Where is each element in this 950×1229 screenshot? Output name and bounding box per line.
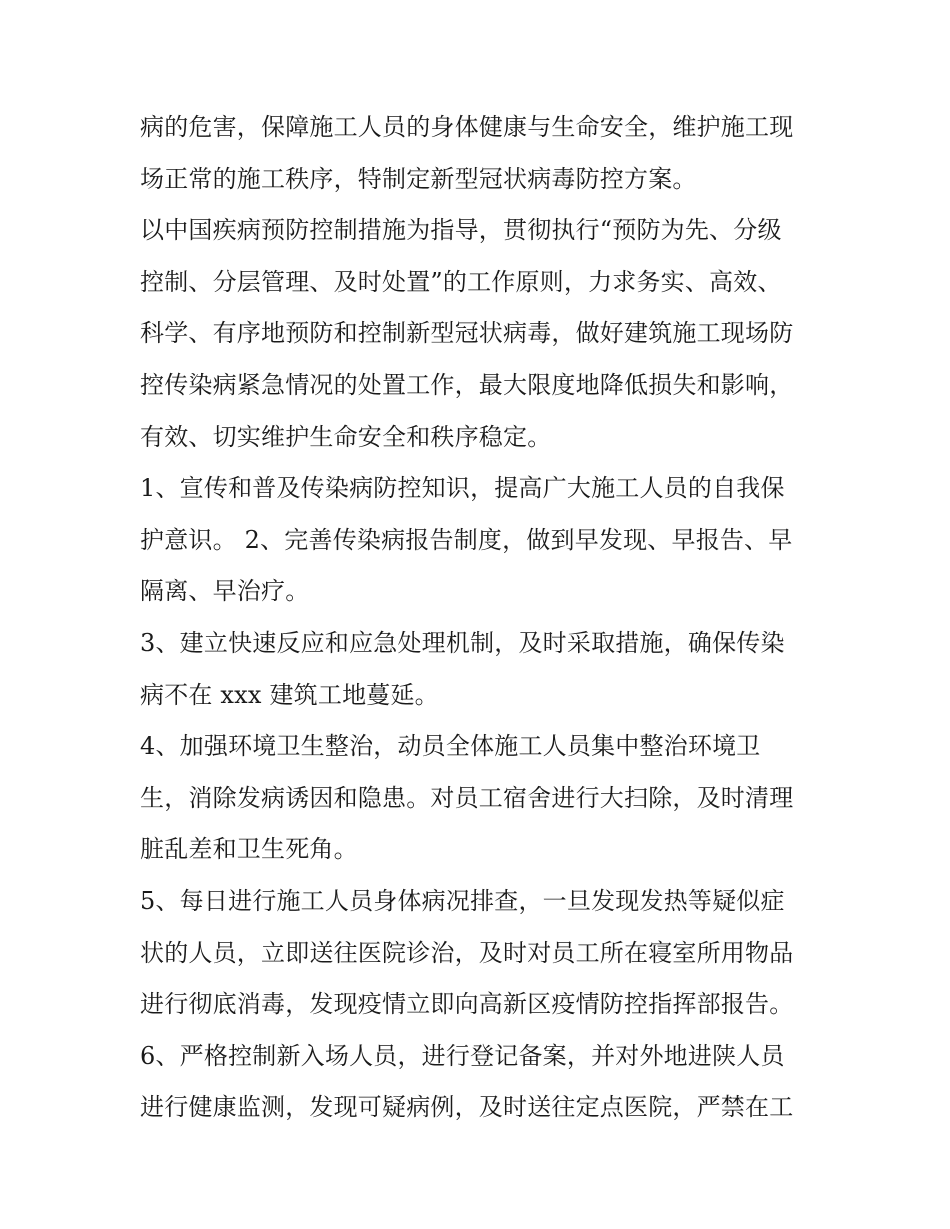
text-line: 有效、切实维护生命安全和秩序稳定。 bbox=[140, 422, 552, 451]
text-line: 1、宣传和普及传染病防控知识，提高广大施工人员的自我保 bbox=[140, 474, 785, 503]
text-line: 生，消除发病诱因和隐患。对员工宿舍进行大扫除，及时清理 bbox=[140, 783, 794, 812]
text-line: 隔离、早治疗。 bbox=[140, 577, 310, 606]
text-line: 控制、分层管理、及时处置”的工作原则，力求务实、高效、 bbox=[140, 267, 782, 296]
text-line: 5、每日进行施工人员身体病况排查，一旦发现发热等疑似症 bbox=[140, 886, 785, 915]
text-line: 进行彻底消毒，发现疫情立即向高新区疫情防控指挥部报告。 bbox=[140, 990, 794, 1019]
text-line: 3、建立快速反应和应急处理机制，及时采取措施，确保传染 bbox=[140, 628, 785, 657]
text-line: 护意识。 2、完善传染病报告制度，做到早发现、早报告、早 bbox=[140, 525, 793, 554]
text-line: 进行健康监测，发现可疑病例，及时送往定点医院，严禁在工 bbox=[140, 1093, 794, 1122]
text-line: 科学、有序地预防和控制新型冠状病毒，做好建筑施工现场防 bbox=[140, 319, 794, 348]
text-line: 4、加强环境卫生整治，动员全体施工人员集中整治环境卫 bbox=[140, 732, 761, 761]
text-line: 以中国疾病预防控制措施为指导，贯彻执行“预防为先、分级 bbox=[140, 216, 782, 245]
text-line: 状的人员，立即送往医院诊治，及时对员工所在寝室所用物品 bbox=[140, 938, 794, 967]
text-line: 场正常的施工秩序，特制定新型冠状病毒防控方案。 bbox=[140, 164, 697, 193]
text-line: 病的危害，保障施工人员的身体健康与生命安全，维护施工现 bbox=[140, 113, 794, 141]
text-line: 控传染病紧急情况的处置工作，最大限度地降低损失和影响， bbox=[140, 370, 794, 399]
text-line: 脏乱差和卫生死角。 bbox=[140, 835, 358, 864]
text-line: 病不在 xxx 建筑工地蔓延。 bbox=[140, 680, 439, 709]
document-body bbox=[140, 102, 820, 1134]
text-line: 6、严格控制新入场人员，进行登记备案，并对外地进陕人员 bbox=[140, 1041, 785, 1070]
